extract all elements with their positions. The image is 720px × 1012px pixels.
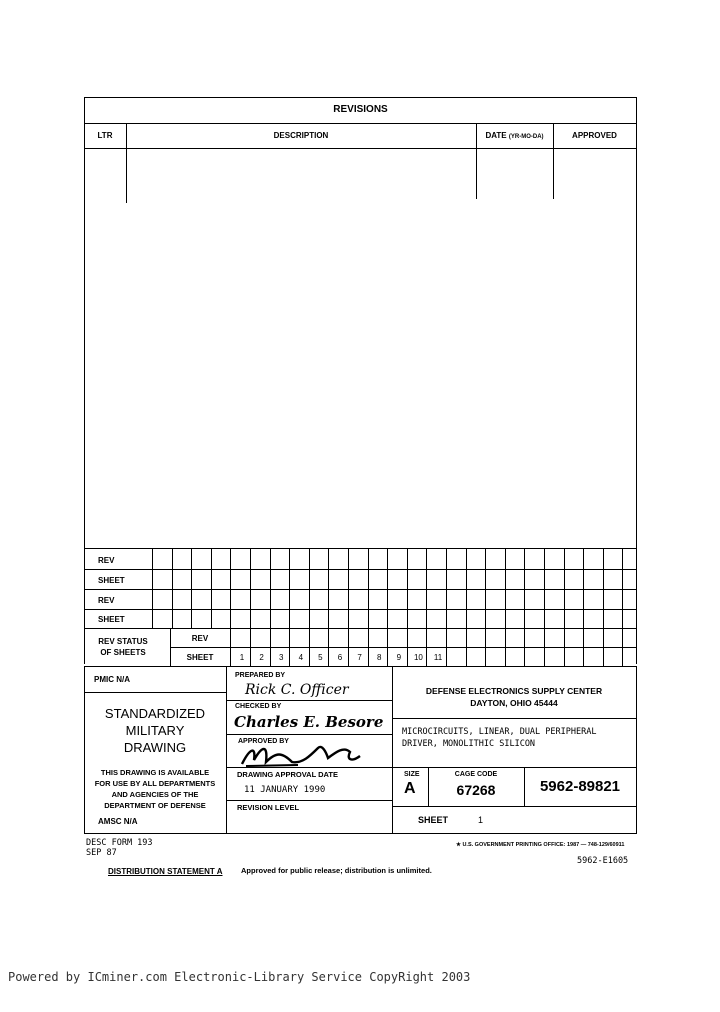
sheet-value: 1 [478, 815, 484, 825]
availability-text [84, 767, 226, 811]
date-header [476, 131, 553, 140]
sheet-number: 8 [376, 653, 382, 662]
grid-column-line [622, 548, 623, 666]
sheet-number: 3 [278, 653, 284, 662]
sheet-number: 7 [357, 653, 362, 662]
sheet-number: 11 [433, 653, 443, 662]
sheet-label-3: SHEET [186, 653, 214, 662]
availability-line-3: AND AGENCIES OF THE [111, 790, 199, 799]
size-value: A [404, 780, 416, 797]
cage-code-value: 67268 [456, 782, 496, 798]
cage-code-label: CAGE CODE [454, 771, 498, 778]
rev-status-label: REV STATUS [98, 637, 148, 646]
distribution-statement-text: Approved for public release; distribution is unlimited. [241, 866, 432, 875]
revisions-title: REVISIONS [333, 104, 388, 115]
sheet-number: 1 [239, 653, 245, 662]
drawing-number: 5962-89821 [539, 778, 621, 795]
grid-column-line [270, 548, 271, 666]
rev-label-3: REV [191, 634, 209, 643]
sheet-number: 10 [413, 653, 423, 662]
grid-column-line [407, 548, 408, 666]
sheet-number: 9 [396, 653, 402, 662]
form-line-2: SEP 87 [86, 848, 117, 858]
sheet-number: 6 [337, 653, 343, 662]
distribution-statement-label: DISTRIBUTION STATEMENT A [108, 867, 223, 876]
rev-label-2: REV [98, 596, 115, 605]
grid-column-line [544, 548, 545, 666]
grid-column-line [485, 548, 486, 666]
description-header: DESCRIPTION [273, 131, 329, 140]
smd-line-1: STANDARDIZED [104, 706, 206, 721]
date-format-label: (YR-MO-DA) [508, 134, 544, 140]
prepared-by-signature: Rick C. Officer [245, 682, 349, 698]
approved-header: APPROVED [572, 131, 617, 140]
grid-column-line [191, 548, 192, 628]
sheet-label: SHEET [418, 815, 449, 825]
availability-line-4: DEPARTMENT OF DEFENSE [104, 801, 206, 810]
rev-label-1: REV [98, 556, 115, 565]
sheet-label-1: SHEET [98, 576, 125, 585]
approved-by-label: APPROVED BY [238, 738, 289, 745]
availability-line-2: FOR USE BY ALL DEPARTMENTS [94, 779, 216, 788]
checked-by-label: CHECKED BY [235, 703, 282, 710]
description-line-2: DRIVER, MONOLITHIC SILICON [402, 739, 536, 749]
of-sheets-label: OF SHEETS [100, 648, 146, 657]
sheet-number: 5 [318, 653, 323, 662]
amsc-label: AMSC N/A [98, 817, 138, 826]
smd-line-3: DRAWING [123, 740, 187, 755]
smd-line-2: MILITARY [125, 723, 185, 738]
size-label: SIZE [404, 771, 420, 778]
form-line-1: DESC FORM 193 [86, 838, 153, 848]
powered-by-footer: Powered by ICminer.com Electronic-Library Service CopyRight 2003 [8, 970, 471, 984]
grid-column-line [564, 548, 565, 666]
grid-column-line [309, 548, 310, 666]
approved-by-signature [236, 738, 381, 770]
grid-column-line [524, 548, 525, 666]
sheet-number: 4 [298, 653, 304, 662]
gpo-line: ★ U.S. GOVERNMENT PRINTING OFFICE: 1987 — 748-129/60911 [456, 842, 625, 848]
ltr-header: LTR [97, 131, 113, 140]
checked-by-signature: Charles E. Besore [234, 713, 384, 731]
grid-column-line [368, 548, 369, 666]
grid-column-line [230, 548, 231, 666]
date-header-label: DATE [485, 131, 507, 140]
drawing-description [402, 726, 596, 750]
pmic-label: PMIC N/A [94, 675, 130, 684]
revision-level-label: REVISION LEVEL [237, 803, 300, 812]
prepared-by-label: PREPARED BY [235, 672, 286, 679]
grid-column-line [603, 548, 604, 666]
grid-column-line [387, 548, 388, 666]
grid-column-line [426, 548, 427, 666]
grid-column-line [172, 548, 173, 628]
grid-column-line [583, 548, 584, 666]
grid-column-line [328, 548, 329, 666]
approval-date-value: 11 JANUARY 1990 [244, 785, 326, 795]
grid-column-line [505, 548, 506, 666]
agency-name: DEFENSE ELECTRONICS SUPPLY CENTER [425, 686, 603, 696]
availability-line-1: THIS DRAWING IS AVAILABLE [100, 768, 210, 777]
form-number [86, 838, 153, 858]
grid-column-line [348, 548, 349, 666]
approval-date-label: DRAWING APPROVAL DATE [237, 770, 338, 779]
grid-column-line [466, 548, 467, 666]
agency-address: DAYTON, OHIO 45444 [470, 698, 558, 708]
grid-column-line [446, 548, 447, 666]
sheet-label-2: SHEET [98, 615, 125, 624]
standardized-military-drawing [84, 705, 226, 756]
form-code: 5962-E1605 [577, 856, 629, 866]
grid-column-line [250, 548, 251, 666]
sheet-number: 2 [259, 653, 264, 662]
grid-column-line [211, 548, 212, 628]
description-line-1: MICROCIRCUITS, LINEAR, DUAL PERIPHERAL [402, 727, 597, 737]
grid-column-line [289, 548, 290, 666]
